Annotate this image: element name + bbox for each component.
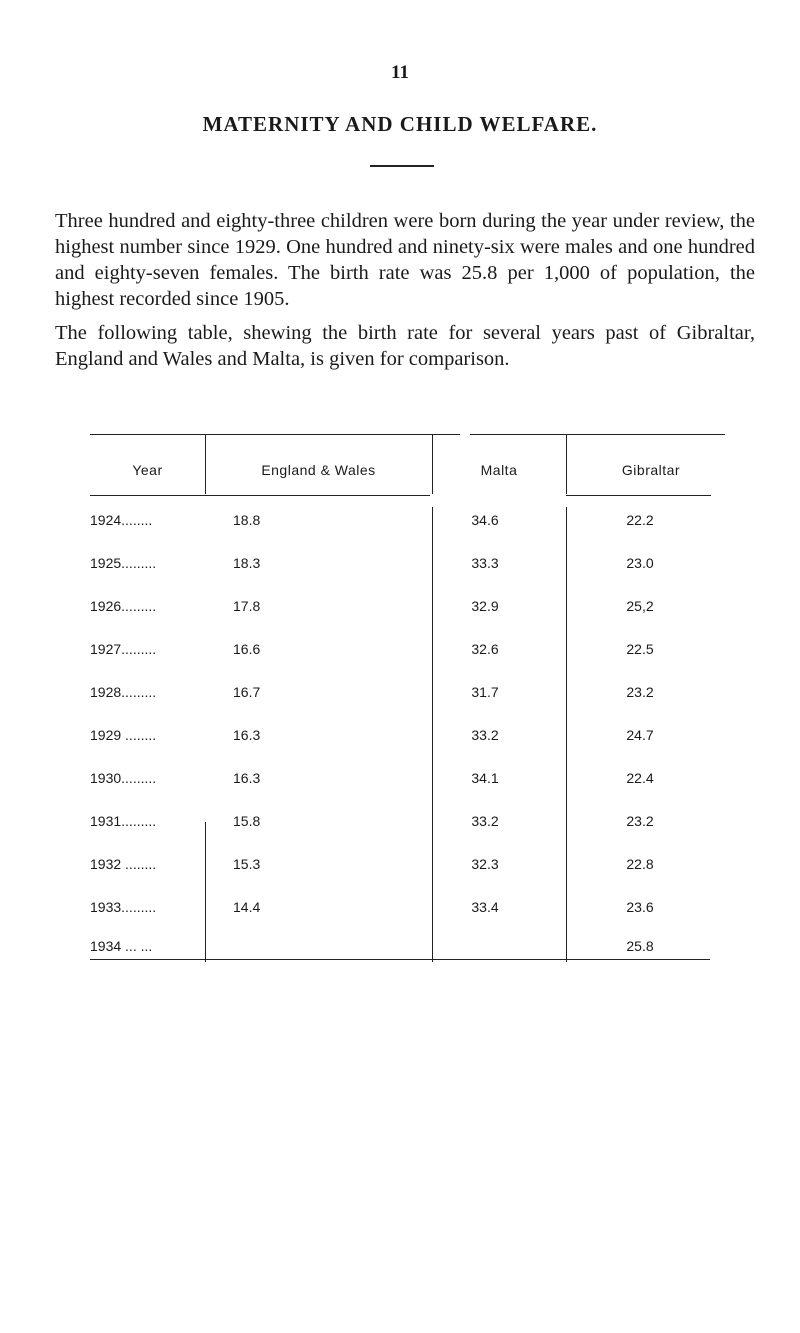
table-row: [0, 555, 800, 577]
header-year: Year: [132, 462, 163, 478]
england-wales-cell: 18.8: [233, 512, 261, 528]
table-row: [0, 727, 800, 749]
gibraltar-cell: 24.7: [626, 727, 654, 743]
page-title: MATERNITY AND CHILD WELFARE.: [202, 112, 598, 136]
header-england-wales: England & Wales: [261, 462, 376, 478]
year-cell: 1926.........: [90, 598, 157, 614]
table-row: [0, 512, 800, 534]
malta-cell: 34.6: [471, 512, 499, 528]
gibraltar-cell: 22.2: [626, 512, 654, 528]
malta-cell: 31.7: [471, 684, 499, 700]
england-wales-cell: 16.3: [233, 727, 261, 743]
malta-cell: 32.6: [471, 641, 499, 657]
gibraltar-cell: 23.2: [626, 684, 654, 700]
england-wales-cell: 16.3: [233, 770, 261, 786]
table-row: [0, 938, 800, 960]
england-wales-cell: 15.8: [233, 813, 261, 829]
year-cell: 1927.........: [90, 641, 157, 657]
table-row: [0, 899, 800, 921]
birth-rate-table: [0, 402, 800, 962]
malta-cell: 33.2: [471, 727, 499, 743]
gibraltar-cell: 22.8: [626, 856, 654, 872]
gibraltar-cell: 25,2: [626, 598, 654, 614]
malta-cell: 32.3: [471, 856, 499, 872]
england-wales-cell: 15.3: [233, 856, 261, 872]
table-top-rule-right: [470, 434, 725, 435]
year-cell: 1932 ........: [90, 856, 157, 872]
england-wales-cell: 16.6: [233, 641, 261, 657]
malta-cell: 33.2: [471, 813, 499, 829]
england-wales-cell: 14.4: [233, 899, 261, 915]
title-rule: [370, 165, 434, 167]
table-row: [0, 813, 800, 835]
table-row: [0, 856, 800, 878]
header-malta: Malta: [480, 462, 518, 478]
england-wales-cell: 18.3: [233, 555, 261, 571]
page-number: 11: [391, 62, 409, 83]
year-cell: 1929 ........: [90, 727, 157, 743]
gibraltar-cell: 23.0: [626, 555, 654, 571]
malta-cell: 32.9: [471, 598, 499, 614]
year-cell: 1925.........: [90, 555, 157, 571]
header-bottom-rule-left: [90, 495, 430, 496]
year-cell: 1933.........: [90, 899, 157, 915]
gibraltar-cell: 25.8: [626, 938, 654, 954]
paragraph-births: Three hundred and eighty-three children were born during the year under review, the highest number since 1929. One hundred and ninety-six were males and one hundred and eighty-seven females. The birth rate was 25.8 per 1,000 of population, the highest recorded since 1905.: [55, 210, 755, 310]
table-top-rule-left: [90, 434, 460, 435]
malta-cell: 33.3: [471, 555, 499, 571]
year-cell: 1934 ... ...: [90, 938, 153, 954]
malta-cell: 34.1: [471, 770, 499, 786]
gibraltar-cell: 23.6: [626, 899, 654, 915]
table-bottom-rule: [90, 959, 710, 960]
england-wales-cell: 16.7: [233, 684, 261, 700]
table-row: [0, 684, 800, 706]
header-gibraltar: Gibraltar: [621, 462, 681, 478]
year-cell: 1928.........: [90, 684, 157, 700]
year-cell: 1924........: [90, 512, 153, 528]
gibraltar-cell: 22.4: [626, 770, 654, 786]
table-row: [0, 598, 800, 620]
table-row: [0, 641, 800, 663]
gibraltar-cell: 22.5: [626, 641, 654, 657]
year-cell: 1931.........: [90, 813, 157, 829]
england-wales-cell: 17.8: [233, 598, 261, 614]
table-row: [0, 770, 800, 792]
year-cell: 1930.........: [90, 770, 157, 786]
gibraltar-cell: 23.2: [626, 813, 654, 829]
paragraph-table-intro: The following table, shewing the birth rate for several years past of Gibraltar, England and Wales and Malta, is given for comparison.: [55, 322, 755, 370]
malta-cell: 33.4: [471, 899, 499, 915]
header-bottom-rule-right: [566, 495, 711, 496]
